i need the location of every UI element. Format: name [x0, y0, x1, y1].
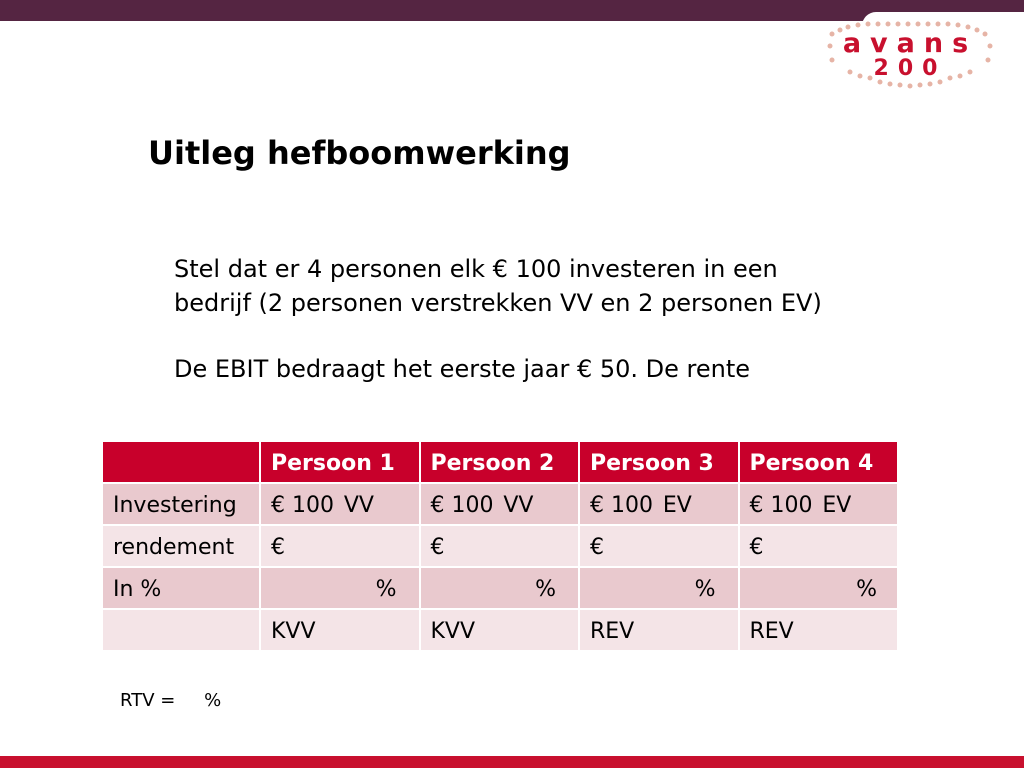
- table-cell: %: [579, 567, 739, 609]
- cell-amount: € 100: [271, 493, 334, 518]
- table-cell: €: [739, 525, 899, 567]
- table-row-in-pct: [102, 567, 898, 609]
- table-header-persoon-4: Persoon 4: [739, 441, 899, 483]
- table-cell: €: [260, 525, 420, 567]
- cell-amount: € 100: [430, 493, 494, 518]
- footer-right-text: [738, 730, 742, 743]
- cell-amount: € 100: [749, 493, 813, 518]
- investment-table: [101, 440, 899, 652]
- table-row-rendement: [102, 525, 898, 567]
- row-label-rendement: rendement: [102, 525, 260, 567]
- cell-type: VV: [503, 493, 534, 518]
- logo-wordmark-bottom: 200: [873, 56, 947, 81]
- body-paragraph-2: De EBIT bedraagt het eerste jaar € 50. De rente: [174, 355, 751, 383]
- rtv-unit: %: [204, 690, 222, 711]
- table-row-rtv: [102, 609, 898, 651]
- bottom-accent-bar: [0, 756, 1024, 768]
- table-cell: [420, 483, 580, 525]
- table-cell: REV: [579, 609, 739, 651]
- cell-type: EV: [822, 493, 852, 518]
- table-cell: KVV: [260, 609, 420, 651]
- body-paragraph-1: Stel dat er 4 personen elk € 100 investeren in een bedrijf (2 personen verstrekken VV en 2 personen EV): [174, 255, 822, 317]
- table-cell: [739, 483, 899, 525]
- row-label-in-pct: In %: [102, 567, 260, 609]
- table-cell: [579, 483, 739, 525]
- table-header-persoon-1: Persoon 1: [260, 441, 420, 483]
- table-cell: [260, 483, 420, 525]
- rtv-formula-label: [120, 690, 221, 711]
- table-header-persoon-2: Persoon 2: [420, 441, 580, 483]
- row-label-investering: Investering: [102, 483, 260, 525]
- slide-body: [174, 252, 854, 386]
- table-row-investering: [102, 483, 898, 525]
- cell-type: VV: [343, 493, 374, 518]
- table-cell: REV: [739, 609, 899, 651]
- table-cell: €: [579, 525, 739, 567]
- row-label-rtv: [102, 609, 260, 651]
- table-header-corner: [102, 441, 260, 483]
- logo-wordmark-top: avans: [842, 28, 978, 59]
- table-cell: KVV: [420, 609, 580, 651]
- slide-title: Uitleg hefboomwerking: [148, 134, 571, 172]
- table-header-persoon-3: Persoon 3: [579, 441, 739, 483]
- cell-amount: € 100: [590, 493, 653, 518]
- table-cell: %: [260, 567, 420, 609]
- table-cell: %: [420, 567, 580, 609]
- cell-type: EV: [662, 493, 692, 518]
- table-cell: €: [420, 525, 580, 567]
- table-header-row: [102, 441, 898, 483]
- avans-200-logo: [820, 18, 1000, 90]
- table-cell: %: [739, 567, 899, 609]
- rtv-label: RTV =: [120, 690, 176, 711]
- footer-left-text: [154, 730, 158, 743]
